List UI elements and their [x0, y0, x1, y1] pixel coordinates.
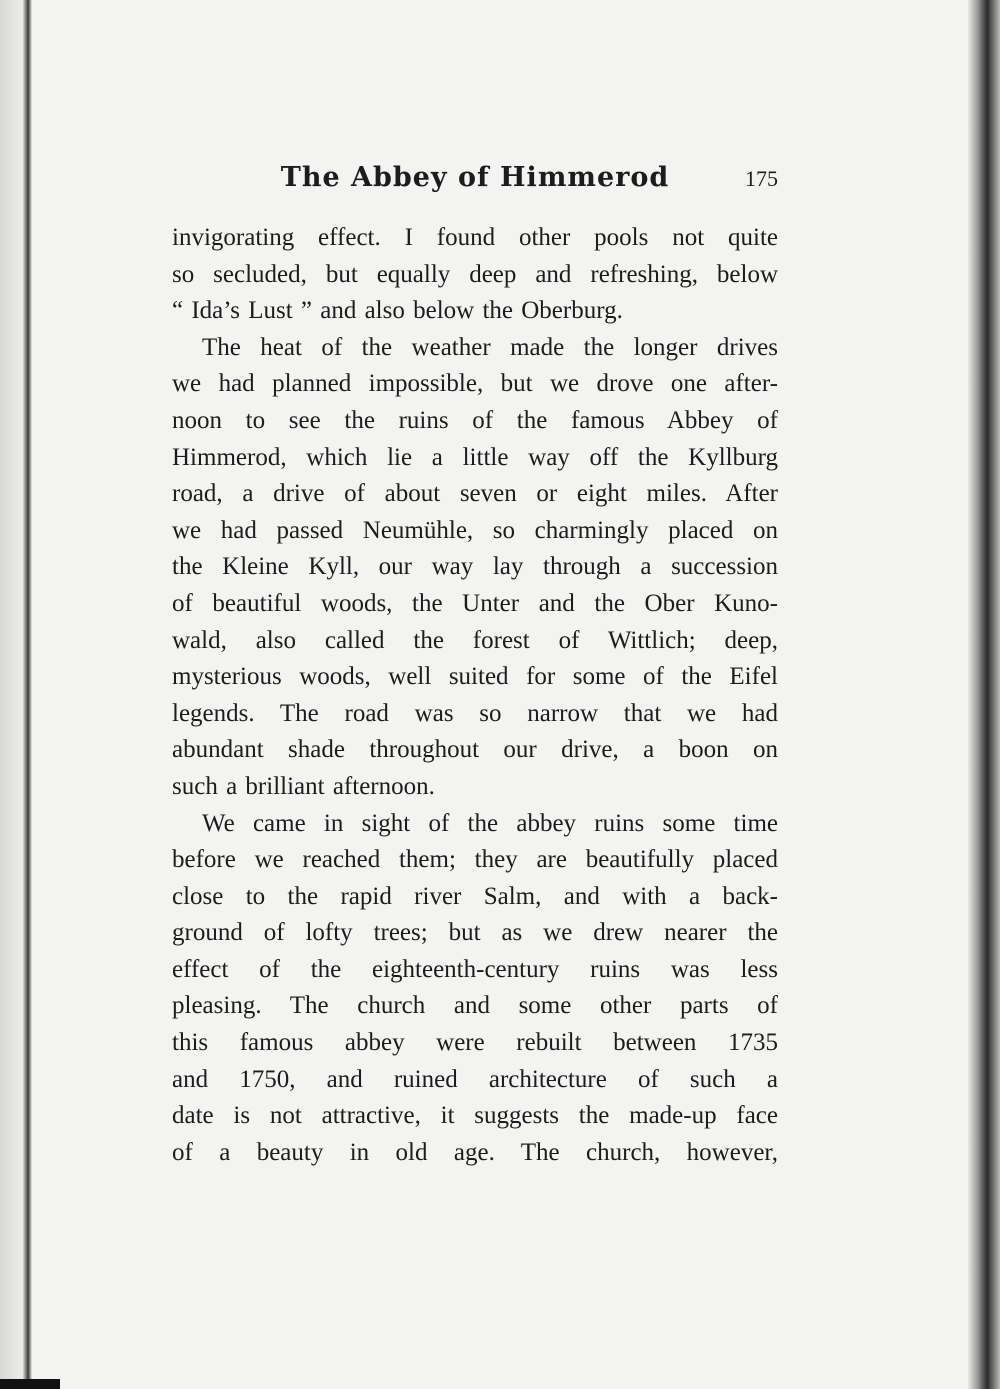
text-line: mysterious woods, well suited for some of the Eifel — [172, 663, 778, 691]
text-line: we had passed Neumühle, so charmingly placed on — [172, 516, 778, 544]
text-line: effect of the eighteenth-century ruins was less — [172, 955, 778, 983]
text-line: The heat of the weather made the longer drives — [202, 333, 778, 361]
running-title: The Abbey of Himmerod — [280, 162, 670, 193]
text-line: this famous abbey were rebuilt between 1735 — [172, 1029, 778, 1057]
text-line: Himmerod, which lie a little way off the Kyllburg — [172, 443, 778, 471]
text-line: ground of lofty trees; but as we drew nearer the — [172, 919, 778, 947]
text-line: legends. The road was so narrow that we had — [172, 699, 778, 727]
text-line: noon to see the ruins of the famous Abbey of — [172, 406, 778, 434]
text-line: invigorating effect. I found other pools not quite — [172, 224, 778, 251]
page-number: 175 — [745, 166, 778, 191]
text-line: and 1750, and ruined architecture of such a — [172, 1065, 778, 1093]
text-line: close to the rapid river Salm, and with a back- — [172, 882, 778, 910]
text-line: abundant shade throughout our drive, a boon on — [172, 736, 778, 764]
text-line: of beautiful woods, the Unter and the Ober Kuno- — [172, 589, 778, 617]
text-line: of a beauty in old age. The church, however, — [172, 1138, 778, 1166]
page-edge-right — [968, 0, 1000, 1389]
text-line: so secluded, but equally deep and refreshing, below — [172, 260, 778, 288]
text-line: wald, also called the forest of Wittlich; deep, — [172, 626, 778, 654]
scan-shadow — [0, 1379, 60, 1389]
text-line: date is not attractive, it suggests the made-up face — [172, 1102, 778, 1130]
text-line: such a brilliant afternoon. — [172, 772, 435, 800]
text-line: We came in sight of the abbey ruins some time — [202, 809, 778, 837]
page-gutter-left — [0, 0, 32, 1389]
text-line: we had planned impossible, but we drove one after- — [172, 370, 778, 398]
page-header — [172, 162, 778, 202]
text-line: the Kleine Kyll, our way lay through a succession — [172, 553, 778, 581]
text-line: “ Ida’s Lust ” and also below the Oberburg. — [172, 297, 623, 325]
text-line: before we reached them; they are beautifully placed — [172, 846, 778, 874]
body-text — [172, 220, 778, 1171]
text-line: pleasing. The church and some other parts of — [172, 992, 778, 1020]
text-line: road, a drive of about seven or eight miles. After — [172, 480, 778, 508]
